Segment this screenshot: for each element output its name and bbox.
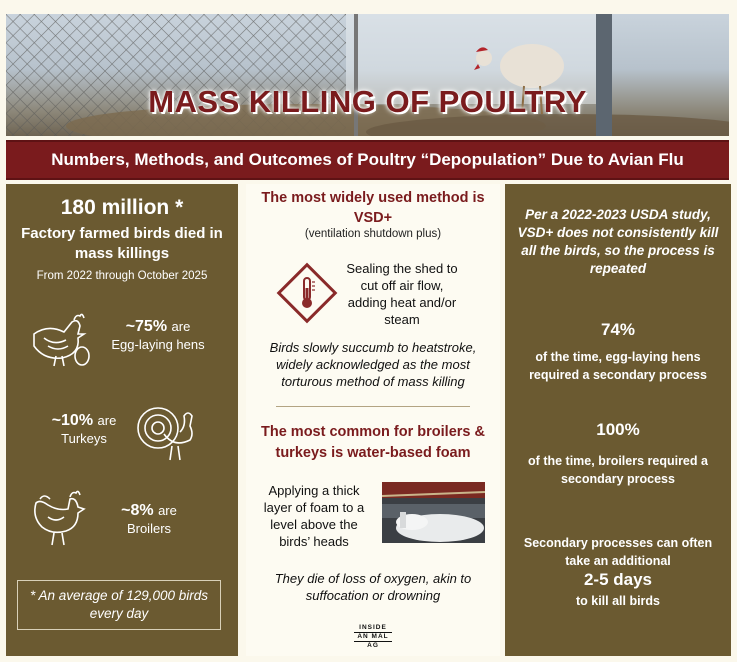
broilers-label: Broilers (126, 521, 172, 536)
foam-method-text: Applying a thick layer of foam to a level above the birds’ heads (263, 483, 365, 549)
subtitle-bar (6, 140, 729, 180)
broilers-percent: ~8% (121, 502, 154, 519)
date-range: From 2022 through October 2025 (36, 270, 208, 282)
logo-line-3: AG (367, 642, 379, 649)
page-title: MASS KILLING OF POULTRY (148, 84, 587, 119)
turkeys-percent: ~10% (51, 412, 94, 429)
foam-heading: The most common for broilers & turkeys is water-based foam (261, 424, 485, 461)
broilers-secondary-description: of the time, broilers required a secondary process (528, 454, 708, 486)
middle-panel (246, 184, 500, 656)
left-panel (6, 184, 238, 656)
hens-are: are (171, 319, 191, 334)
hens-percent: ~75% (125, 318, 168, 335)
hens-secondary-percent: 74% (600, 320, 636, 339)
hens-label: Egg-laying hens (111, 337, 205, 352)
hen-icon (28, 308, 96, 373)
turkeys-are: are (97, 413, 117, 428)
daily-average-footnote: * An average of 129,000 birds every day (17, 580, 221, 630)
vsd-subheading: (ventilation shutdown plus) (304, 228, 442, 240)
turkey-icon (132, 404, 202, 469)
thermometer-icon (276, 262, 338, 329)
total-killed-figure: 180 million * (60, 196, 184, 219)
logo-line-1: INSIDE (359, 624, 387, 631)
foam-outcome-text: They die of loss of oxygen, akin to suffocation or drowning (274, 571, 472, 603)
secondary-duration-text: Secondary processes can often take an additional (523, 536, 713, 568)
hens-stat (98, 318, 218, 354)
vsd-method-text: Sealing the shed to cut off air flow, adding heat and/or steam (346, 261, 458, 327)
broilers-secondary-percent: 100% (596, 420, 640, 439)
vsd-heading: The most widely used method is VSD+ (261, 190, 485, 226)
broilers-stat (94, 502, 204, 538)
logo-line-2: AN MAL (354, 632, 392, 642)
page-subtitle: Numbers, Methods, and Outcomes of Poultry “Depopulation” Due to Avian Flu (51, 150, 684, 169)
total-killed-description: Factory farmed birds died in mass killings (21, 225, 223, 262)
turkeys-label: Turkeys (61, 431, 107, 446)
secondary-duration-suffix: to kill all birds (575, 594, 661, 608)
secondary-duration-days: 2-5 days (583, 570, 653, 589)
vsd-outcome-text: Birds slowly succumb to heatstroke, widely acknowledged as the most torturous method of mass killing (269, 340, 477, 389)
header-banner (6, 14, 729, 136)
usda-study-intro: Per a 2022-2023 USDA study, VSD+ does not consistently kill all the birds, so the process is repeated (517, 207, 719, 276)
turkeys-stat (34, 412, 134, 448)
right-panel (505, 184, 731, 656)
inside-animal-ag-logo (354, 624, 392, 650)
section-divider (276, 406, 470, 407)
foam-shed-photo (382, 482, 485, 543)
broilers-are: are (158, 503, 177, 518)
rooster-icon (30, 487, 90, 552)
hens-secondary-description: of the time, egg-laying hens required a secondary process (529, 350, 707, 382)
